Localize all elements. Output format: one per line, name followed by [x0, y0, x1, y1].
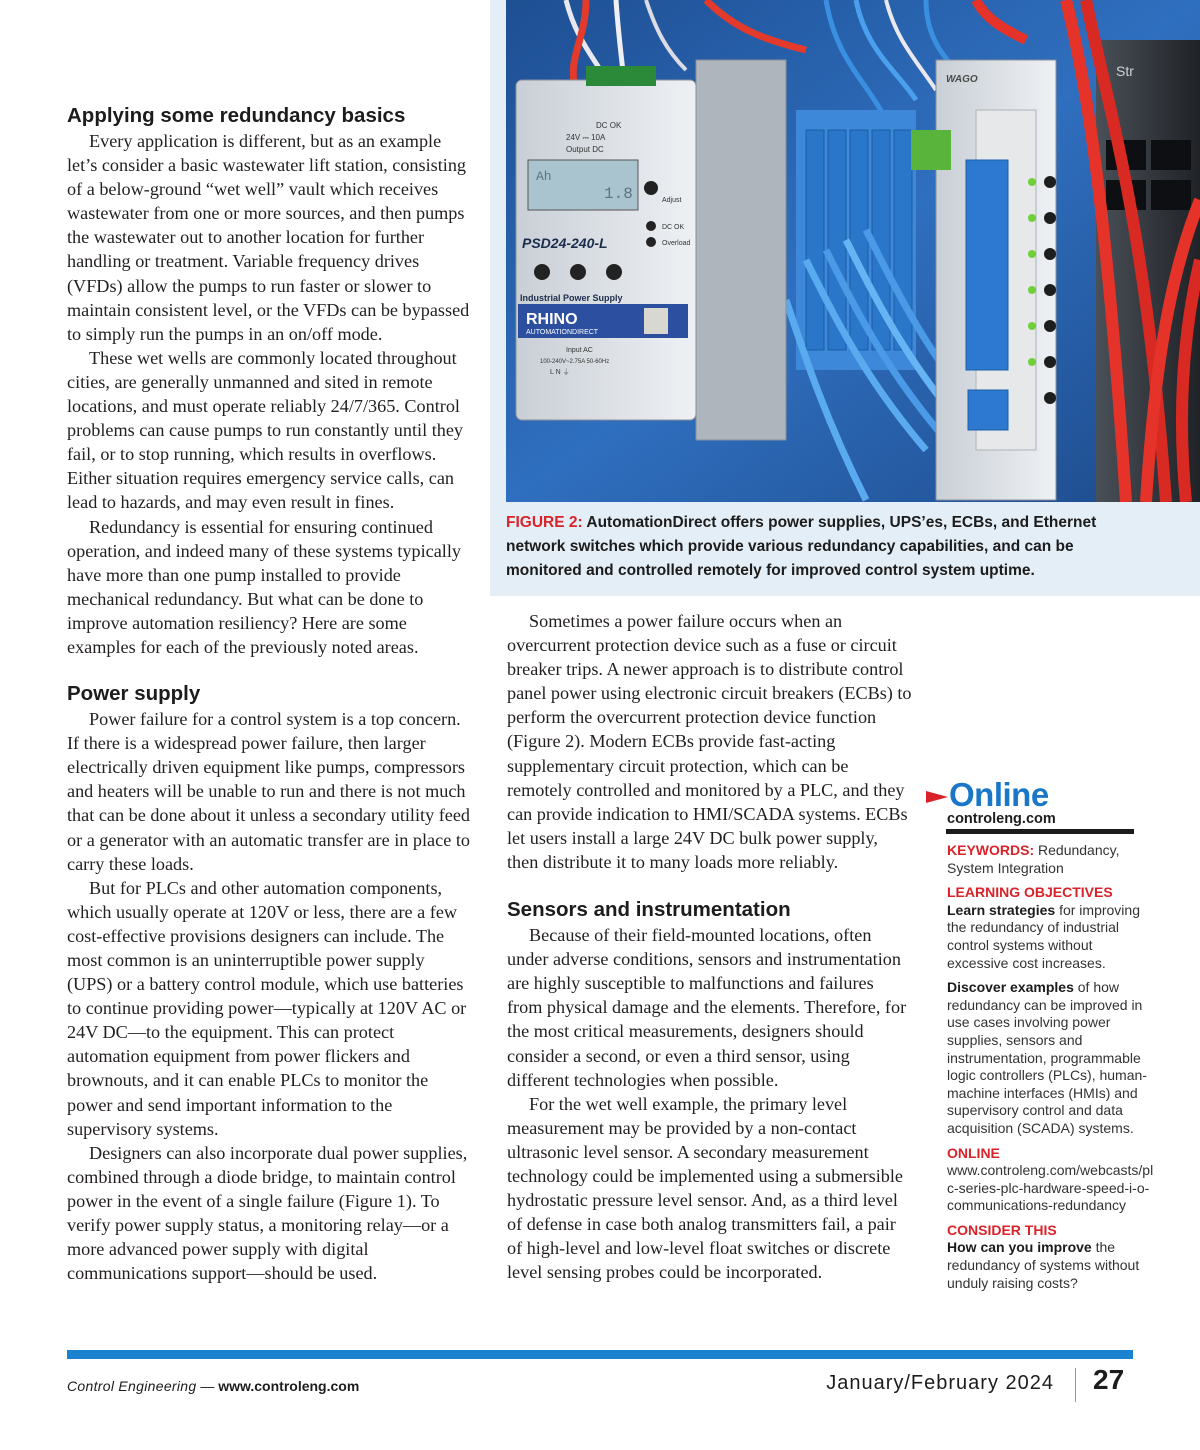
photo-display-value: 1.8 — [604, 185, 633, 203]
footer-separator: — — [200, 1378, 215, 1394]
article-column-1 — [67, 103, 472, 1285]
photo-switch-brand: Str — [1116, 63, 1134, 79]
photo-output-dc: Output DC — [566, 145, 604, 154]
photo-brand: RHINO — [526, 311, 578, 328]
learning-objectives-label: LEARNING OBJECTIVES — [947, 884, 1113, 901]
footer-divider — [1075, 1368, 1076, 1402]
figure-2 — [490, 0, 1200, 596]
paragraph: These wet wells are commonly located throughout cities, are generally unmanned and sited in remote locations, and must operate reliably 24/7/365. Control problems can cause pumps to run constantly until they fail, or to stop running, which results in overflows. Either situation requires emergency service calls, can lead to hazards, and may even result in fines. — [67, 347, 464, 513]
consider-text: the redundancy of systems without unduly raising costs? — [947, 1239, 1140, 1291]
paragraph: Sometimes a power failure occurs when an overcurrent protection device such as a fuse or circuit breaker trips. A newer approach is to distribute control panel power using electronic circuit breakers (ECBs) to perform the overcurrent protection device function (Figure 2). Modern ECBs provide fast-acting supplementary circuit protection, which can be remotely controlled and monitored by a PLC, and they can provide indication to HMI/SCADA systems. ECBs let users install a large 24V DC bulk power supply, then distribute it to many loads more reliably. — [507, 611, 912, 872]
paragraph: Redundancy is essential for ensuring continued operation, and indeed many of these systems typically have more than one pump installed to provide mechanical redundancy. But what can be done to improve automation resiliency? Here are some examples for each of the previously noted areas. — [67, 516, 461, 657]
photo-model: PSD24-240-L — [522, 235, 608, 251]
issue-date: January/February 2024 — [826, 1372, 1054, 1394]
photo-display-unit: Ah — [536, 169, 552, 184]
online-sidebar — [926, 778, 1156, 1292]
paragraph: Every application is different, but as an example let’s consider a basic wastewater lift station, consisting of a below-ground “wet well” vault which receives wastewater from one or more sources, and then pumps the wastewater out to another location for further handling or treatment. Variable frequency drives (VFDs) allow the pumps to run faster or slower to maintain consistent level, or the VFDs can be bypassed to simply run the pumps in an on/off mode. — [67, 131, 470, 344]
keywords-label: KEYWORDS: — [947, 842, 1035, 858]
section-heading-power-supply: Power supply — [67, 682, 201, 706]
footer-masthead — [67, 1378, 359, 1394]
paragraph: Because of their field-mounted locations, often under adverse conditions, sensors and instrumentation are highly susceptible to malfunctions and failures from physical damage and the elements. Therefore, for the most critical measurements, designers should consider a second, or even a third sensor, using different technologies when possible. — [507, 925, 907, 1090]
section-heading-sensors: Sensors and instrumentation — [507, 898, 791, 922]
paragraph: But for PLCs and other automation components, which usually operate at 120V or less, there are a few cost-effective provisions designers can include. The most common is an uninterruptible power supply (UPS) or a battery control module, which use batteries to continue providing power—typically at 120V AC or 24V DC—to the equipment. This can protect automation equipment from power flickers and brownouts, and it can enable PLCs to monitor the power and send important information to the supervisory systems. — [67, 877, 467, 1139]
photo-wago: WAGO — [946, 74, 978, 85]
section-heading-redundancy-basics: Applying some redundancy basics — [67, 104, 406, 127]
learning-objectives-block — [947, 884, 1156, 1137]
photo-output-rating: 24V ⎓ 10A — [566, 133, 606, 142]
figure-photo — [506, 0, 1200, 502]
paragraph: For the wet well example, the primary level measurement may be provided by a non-contact ultrasonic level sensor. A secondary measurement technology could be implemented using a submersible hydrostatic pressure level sensor. And, as a third level of defense in case both analog transmitters fail, a pair of high-level and low-level float switches or discrete level sensing probes could be incorporated. — [507, 1093, 903, 1283]
online-block — [947, 1145, 1156, 1215]
keywords-text: Redundancy, System Integration — [947, 842, 1120, 876]
photo-adjust: Adjust — [662, 197, 682, 204]
keywords-block — [947, 842, 1156, 877]
photo-terminals: L N ⏚ — [550, 369, 570, 376]
discover-text: of how redundancy can be improved in use cases involving power supplies, sensors and instrumentation, programmable logic controllers (PLCs), human-machine interfaces (HMIs) and supervisory control and data acquisition (SCADA) systems. — [947, 979, 1147, 1136]
figure-caption-text: AutomationDirect offers power supplies, UPS’es, ECBs, and Ethernet network switches which provide various redundancy capabilities, and can be monitored and controlled remotely for improved control system uptime. — [506, 514, 1097, 579]
figure-caption-label: FIGURE 2: — [506, 514, 583, 531]
paragraph: Designers can also incorporate dual power supplies, combined through a diode bridge, to maintain control power in the event of a single failure (Figure 1). To verify power supply status, a monitoring relay—or a more advanced power supply with digital communications support—should be used. — [67, 1142, 468, 1284]
online-url-link[interactable]: www.controleng.com/webcasts/plc-series-plc-hardware-speed-i-o-communications-redundancy — [947, 1162, 1154, 1214]
photo-dc-ok: DC OK — [662, 224, 685, 231]
online-label: ONLINE — [947, 1144, 1000, 1161]
logo-divider — [946, 829, 1134, 834]
page-number: 27 — [1093, 1364, 1125, 1395]
discover-bold: Discover examples — [947, 979, 1074, 996]
photo-input-ac: Input AC — [566, 347, 593, 354]
photo-brand-sub: AUTOMATIONDIRECT — [526, 329, 599, 336]
magazine-url[interactable]: www.controleng.com — [218, 1378, 360, 1394]
learn-text: for improving the redundancy of industrial control systems without excessive cost increases. — [947, 901, 1140, 971]
footer-rule — [67, 1350, 1133, 1359]
photo-input-rating: 100-240V~2.75A 50-60Hz — [540, 359, 610, 365]
paragraph: Power failure for a control system is a top concern. If there is a widespread power failure, then larger electrically driven equipment like pumps, compressors and heaters will be unable to run and there is not much that can be done about it unless a secondary utility feed or a generator with an automatic transfer are in place to carry these loads. — [67, 709, 471, 874]
photo-overload: Overload — [662, 240, 691, 247]
power-supply-photo — [506, 0, 1200, 502]
consider-label: CONSIDER THIS — [947, 1221, 1057, 1238]
learn-bold: Learn strategies — [947, 901, 1056, 918]
figure-caption — [506, 511, 1146, 583]
photo-product-line: Industrial Power Supply — [520, 293, 623, 303]
online-logo-word: Online — [949, 776, 1049, 813]
article-column-2 — [507, 609, 912, 1284]
magazine-name: Control Engineering — [67, 1378, 197, 1394]
online-logo — [926, 778, 1156, 812]
photo-dc-ok-top: DC OK — [596, 121, 622, 130]
play-arrow-icon — [926, 785, 948, 809]
consider-bold: How can you improve — [947, 1239, 1092, 1256]
consider-block — [947, 1222, 1156, 1292]
online-logo-site: controleng.com — [947, 811, 1056, 827]
